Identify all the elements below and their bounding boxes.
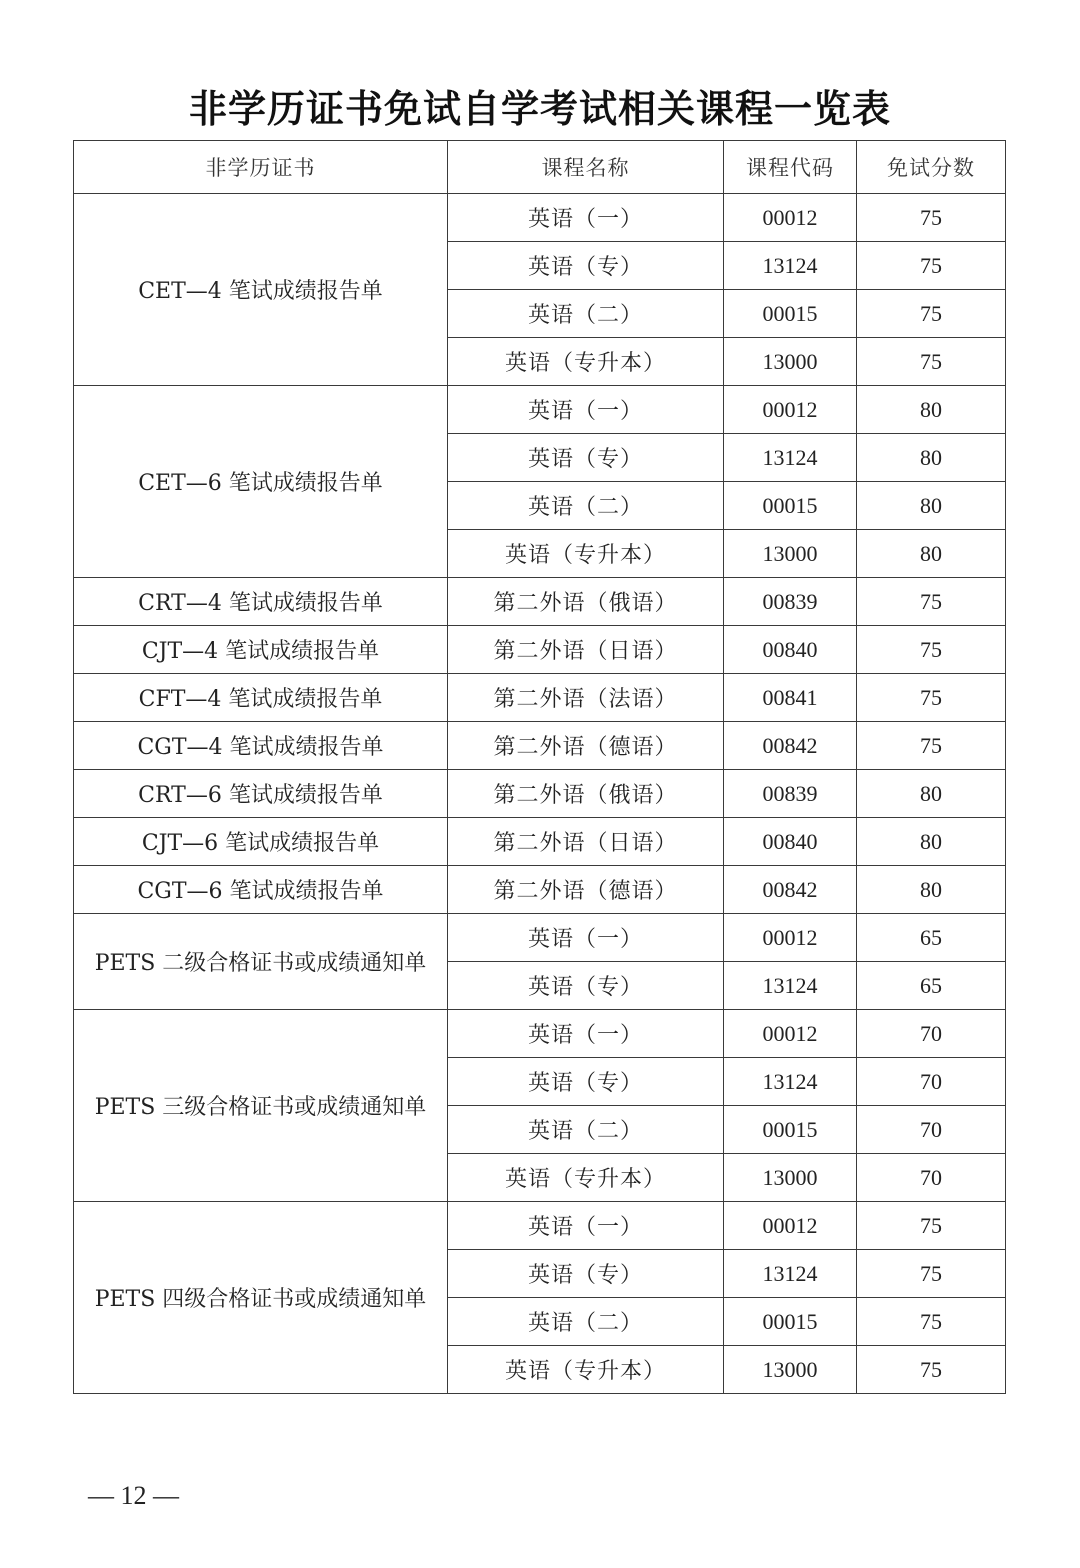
certificate-cell: CRT—6 笔试成绩报告单 [74,770,448,818]
course-code-cell: 13124 [724,1250,857,1298]
exempt-score-cell: 80 [857,866,1006,914]
header-course-code: 课程代码 [724,141,857,194]
course-exemption-table [73,140,1006,1394]
course-name-cell: 英语（专） [448,1250,724,1298]
table-header-row [74,141,1006,194]
table-row [74,194,1006,242]
header-exempt-score: 免试分数 [857,141,1006,194]
header-course-name: 课程名称 [448,141,724,194]
table-row [74,722,1006,770]
course-name-cell: 英语（一） [448,914,724,962]
table-row [74,770,1006,818]
course-code-cell: 13000 [724,530,857,578]
certificate-cell: CFT—4 笔试成绩报告单 [74,674,448,722]
course-name-cell: 第二外语（德语） [448,866,724,914]
course-code-cell: 00839 [724,770,857,818]
course-name-cell: 英语（专） [448,242,724,290]
exempt-score-cell: 75 [857,1298,1006,1346]
table-row [74,674,1006,722]
course-name-cell: 英语（专升本） [448,530,724,578]
course-code-cell: 13000 [724,1154,857,1202]
course-code-cell: 00839 [724,578,857,626]
exempt-score-cell: 75 [857,194,1006,242]
exempt-score-cell: 75 [857,1346,1006,1394]
course-code-cell: 13000 [724,338,857,386]
certificate-cell: PETS 四级合格证书或成绩通知单 [74,1202,448,1394]
course-code-cell: 00012 [724,1010,857,1058]
course-code-cell: 13124 [724,962,857,1010]
course-name-cell: 英语（一） [448,1202,724,1250]
course-name-cell: 英语（二） [448,482,724,530]
course-code-cell: 13124 [724,1058,857,1106]
exempt-score-cell: 75 [857,578,1006,626]
course-code-cell: 00015 [724,1298,857,1346]
course-code-cell: 00015 [724,290,857,338]
exempt-score-cell: 75 [857,1250,1006,1298]
certificate-cell: CJT—4 笔试成绩报告单 [74,626,448,674]
course-name-cell: 第二外语（俄语） [448,578,724,626]
course-name-cell: 英语（专升本） [448,1346,724,1394]
course-code-cell: 00840 [724,626,857,674]
course-code-cell: 00015 [724,482,857,530]
course-code-cell: 00841 [724,674,857,722]
exempt-score-cell: 80 [857,530,1006,578]
course-name-cell: 英语（专） [448,962,724,1010]
course-name-cell: 第二外语（日语） [448,626,724,674]
exempt-score-cell: 70 [857,1106,1006,1154]
exempt-score-cell: 80 [857,818,1006,866]
exempt-score-cell: 80 [857,482,1006,530]
course-name-cell: 英语（专升本） [448,1154,724,1202]
course-name-cell: 第二外语（俄语） [448,770,724,818]
course-name-cell: 英语（一） [448,1010,724,1058]
course-code-cell: 00012 [724,194,857,242]
course-code-cell: 00012 [724,1202,857,1250]
exempt-score-cell: 80 [857,386,1006,434]
exempt-score-cell: 75 [857,626,1006,674]
page-number: — 12 — [88,1481,179,1510]
table-row [74,578,1006,626]
header-certificate: 非学历证书 [74,141,448,194]
exempt-score-cell: 65 [857,962,1006,1010]
certificate-cell: CET—4 笔试成绩报告单 [74,194,448,386]
exempt-score-cell: 65 [857,914,1006,962]
exempt-score-cell: 70 [857,1010,1006,1058]
course-code-cell: 00842 [724,722,857,770]
course-code-cell: 00012 [724,386,857,434]
course-name-cell: 英语（一） [448,386,724,434]
certificate-cell: CGT—6 笔试成绩报告单 [74,866,448,914]
course-name-cell: 英语（专） [448,434,724,482]
table-body [74,194,1006,1394]
exempt-score-cell: 75 [857,242,1006,290]
certificate-cell: CRT—4 笔试成绩报告单 [74,578,448,626]
course-name-cell: 第二外语（日语） [448,818,724,866]
exempt-score-cell: 75 [857,1202,1006,1250]
table-row [74,1010,1006,1058]
table-row [74,818,1006,866]
certificate-cell: CJT—6 笔试成绩报告单 [74,818,448,866]
course-code-cell: 13124 [724,242,857,290]
course-name-cell: 英语（一） [448,194,724,242]
course-code-cell: 00015 [724,1106,857,1154]
course-name-cell: 第二外语（法语） [448,674,724,722]
exempt-score-cell: 75 [857,290,1006,338]
course-name-cell: 第二外语（德语） [448,722,724,770]
table-row [74,914,1006,962]
course-code-cell: 00842 [724,866,857,914]
course-name-cell: 英语（二） [448,290,724,338]
table-row [74,386,1006,434]
page-title: 非学历证书免试自学考试相关课程一览表 [188,87,891,131]
course-code-cell: 13124 [724,434,857,482]
certificate-cell: CGT—4 笔试成绩报告单 [74,722,448,770]
course-name-cell: 英语（二） [448,1298,724,1346]
exempt-score-cell: 80 [857,770,1006,818]
course-name-cell: 英语（专升本） [448,338,724,386]
course-code-cell: 13000 [724,1346,857,1394]
certificate-cell: CET—6 笔试成绩报告单 [74,386,448,578]
table-row [74,626,1006,674]
exempt-score-cell: 70 [857,1058,1006,1106]
course-code-cell: 00840 [724,818,857,866]
exempt-score-cell: 75 [857,674,1006,722]
exempt-score-cell: 75 [857,338,1006,386]
certificate-cell: PETS 三级合格证书或成绩通知单 [74,1010,448,1202]
table-row [74,1202,1006,1250]
table-row [74,866,1006,914]
certificate-cell: PETS 二级合格证书或成绩通知单 [74,914,448,1010]
course-name-cell: 英语（专） [448,1058,724,1106]
exempt-score-cell: 75 [857,722,1006,770]
course-name-cell: 英语（二） [448,1106,724,1154]
exempt-score-cell: 80 [857,434,1006,482]
course-code-cell: 00012 [724,914,857,962]
exempt-score-cell: 70 [857,1154,1006,1202]
